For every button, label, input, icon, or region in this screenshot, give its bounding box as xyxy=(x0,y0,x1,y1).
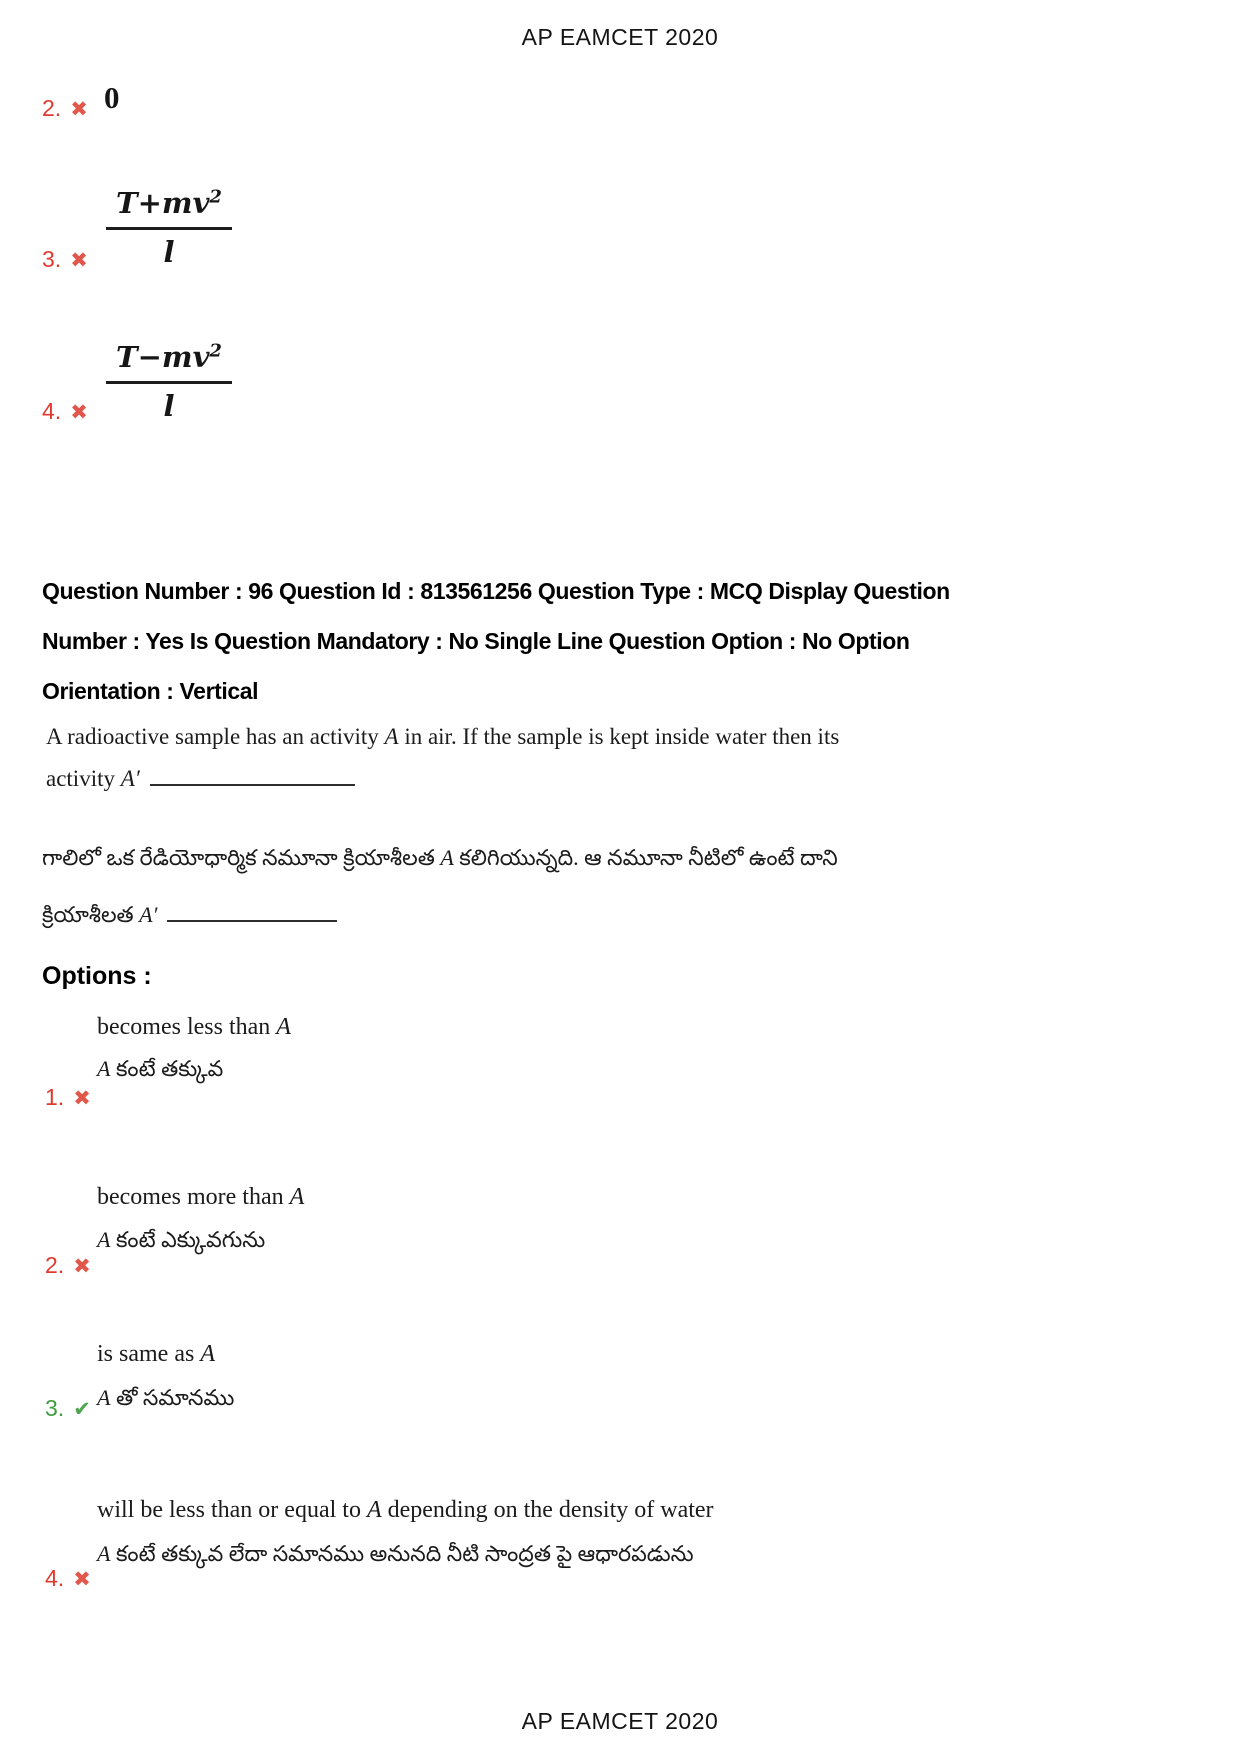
question-text-telugu-line1: గాలిలో ఒక రేడియోధార్మిక నమూనా క్రియాశీలత A కలిగియున్నది. ఆ నమూనా నీటిలో ఉంటే దాని xyxy=(42,845,838,870)
wrong-mark-icon: ✖ xyxy=(70,400,88,424)
page-footer-title: AP EAMCET 2020 xyxy=(521,1708,719,1734)
prev-option-4-number: 4. xyxy=(42,398,62,424)
option-2-label xyxy=(45,1252,91,1279)
prev-option-3-number: 3. xyxy=(42,246,62,272)
question-text-telugu-line2-text: క్రియాశీలత A′ xyxy=(42,902,158,927)
wrong-mark-icon: ✖ xyxy=(70,97,88,121)
option-3-text-telugu: A తో సమానము xyxy=(97,1385,235,1410)
options-heading: Options : xyxy=(42,962,152,990)
question-text-english-line2-text: activity A′ xyxy=(46,766,140,791)
prev-option-3-fraction xyxy=(106,186,232,269)
question-metadata-line: Question Number : 96 Question Id : 813561256 Question Type : MCQ Display Question xyxy=(42,578,950,604)
wrong-mark-icon: ✖ xyxy=(73,1086,91,1110)
wrong-mark-icon: ✖ xyxy=(70,248,88,272)
option-3-text-english: is same as A xyxy=(97,1341,215,1367)
option-1-number: 1. xyxy=(45,1084,65,1110)
page-header-title: AP EAMCET 2020 xyxy=(521,24,719,50)
option-3-label xyxy=(45,1395,91,1422)
prev-option-4-fraction xyxy=(106,340,232,423)
option-4-text-english: will be less than or equal to A depending on the density of water xyxy=(97,1497,714,1523)
option-1-text-telugu: A కంటే తక్కువ xyxy=(97,1056,224,1081)
fraction-numerator: $T-mv^2$ xyxy=(106,340,232,384)
prev-option-2-value: 0 xyxy=(104,80,120,115)
fraction-denominator: l xyxy=(163,389,175,423)
prev-option-2-label xyxy=(42,95,88,122)
question-text-english-line2 xyxy=(46,766,355,792)
option-4-label xyxy=(45,1565,91,1592)
prev-option-3-label xyxy=(42,246,88,273)
option-1-label xyxy=(45,1084,91,1111)
option-4-text-telugu: A కంటే తక్కువ లేదా సమానము అనునది నీటి సాంద్రత పై ఆధారపడును xyxy=(97,1541,694,1566)
option-3-number: 3. xyxy=(45,1395,65,1421)
option-2-number: 2. xyxy=(45,1252,65,1278)
option-2-text-english: becomes more than A xyxy=(97,1184,305,1210)
answer-blank xyxy=(167,905,337,922)
wrong-mark-icon: ✖ xyxy=(73,1254,91,1278)
option-2-text-telugu: A కంటే ఎక్కువగును xyxy=(97,1227,266,1252)
prev-option-2-number: 2. xyxy=(42,95,62,121)
option-4-number: 4. xyxy=(45,1565,65,1591)
question-metadata-line: Number : Yes Is Question Mandatory : No Single Line Question Option : No Option xyxy=(42,628,910,654)
option-1-text-english: becomes less than A xyxy=(97,1014,291,1040)
correct-mark-icon: ✔ xyxy=(73,1397,91,1421)
wrong-mark-icon: ✖ xyxy=(73,1567,91,1591)
fraction-numerator: $T+mv^2$ xyxy=(106,186,232,230)
answer-blank xyxy=(150,769,355,786)
question-text-telugu-line2 xyxy=(42,902,337,933)
question-text-english-line1: A radioactive sample has an activity A in air. If the sample is kept inside water then its xyxy=(46,724,840,749)
prev-option-4-label xyxy=(42,398,88,425)
question-metadata xyxy=(42,566,1102,716)
question-metadata-line: Orientation : Vertical xyxy=(42,678,259,704)
fraction-denominator: l xyxy=(163,235,175,269)
